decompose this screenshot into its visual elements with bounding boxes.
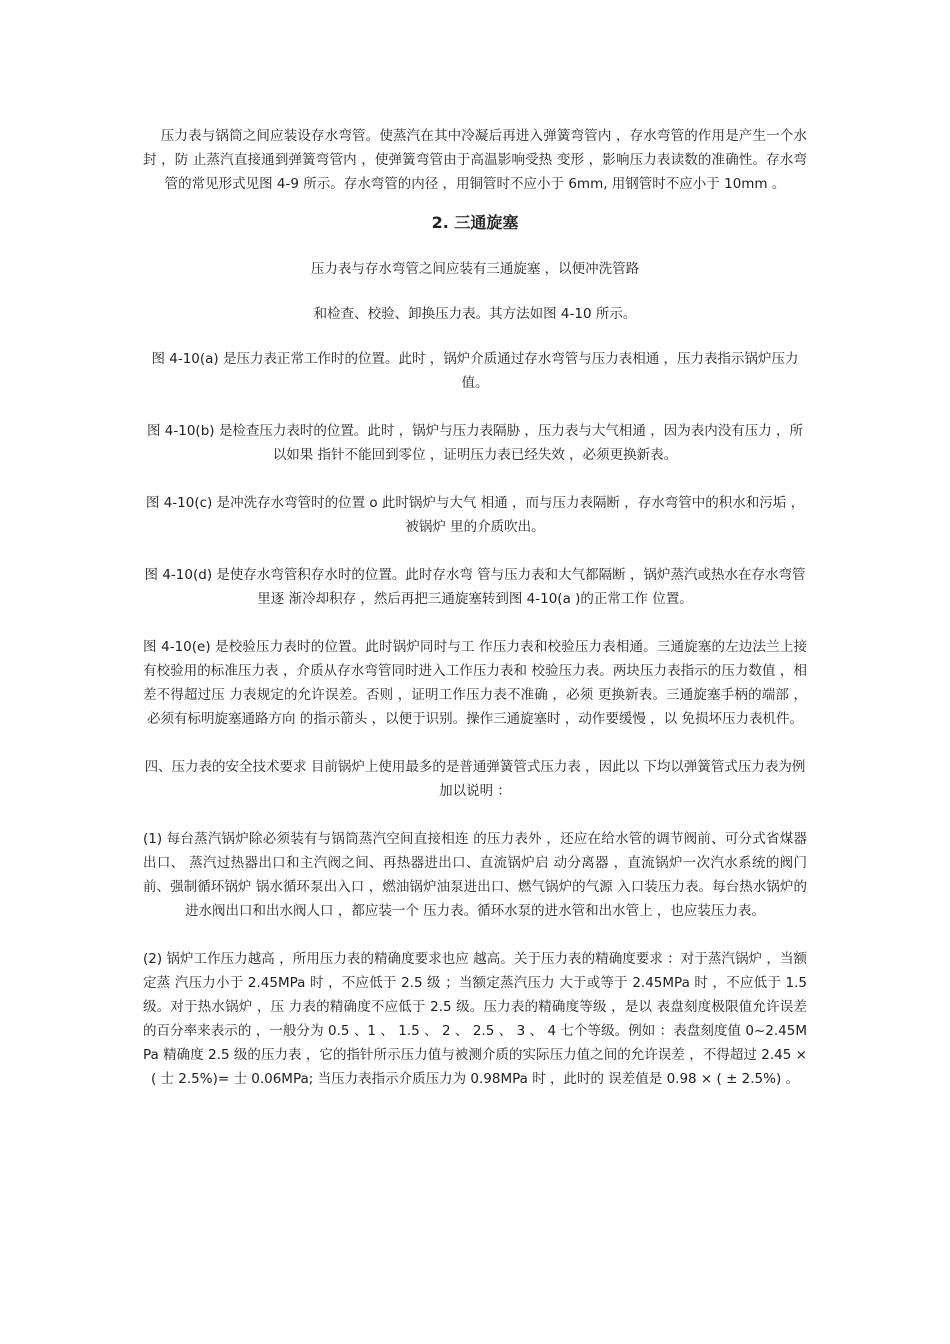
paragraph-three-way-cock-intro: 压力表与存水弯管之间应装有三通旋塞 ，以便冲洗管路 <box>310 261 640 277</box>
paragraph-requirement-2: (2) 锅炉工作压力越高 ，所用压力表的精确度要求也应 越高。关于压力表的精确度要求 ：对于蒸汽锅炉 ，当额定蒸 汽压力小于 2.45MPa 时 ，不应低于 2.5 级 ；当额定蒸汽压力 大于或等于 2.45MPa 时 ，不应低于 1.5 级。对于热水锅炉 ，压 力表的精确度不应低于 2.5 级。压力表的精确度等级 ，是以 表盘刻度极限值允许误差的百分率来表示的 ，一般分为 0.5 、1 、 1.5 、 2 、 2.5 、 3 、 4 七个等级。例如 ：表盘刻度值 0~2.45MPa 精确度 2.5 级的压力表 ，它的指针所示压力值与被测介质的实际压力值之间的允许误差 ，不得超过 2.45 × ( 士 2.5%)= 士 0.06MPa; 当压力表指示介质压力为 0.98MPa 时 ，此时的 误差值是 0.98 × ( ± 2.5%) 。 <box>143 951 812 1087</box>
paragraph-safety-requirements: 四、压力表的安全技术要求 目前锅炉上使用最多的是普通弹簧管式压力表 ，因此以 下均以弹簧管式压力表为例加以说明 ： <box>144 759 806 799</box>
paragraph-requirement-1: (1) 每台蒸汽锅炉除必须装有与锅筒蒸汽空间直接相连 的压力表外 ，还应在给水管的调节阀前、可分式省煤器出口、 蒸汽过热器出口和主汽阀之间、再热器进出口、直流锅炉启 动分离器 ，直流锅炉一次汽水系统的阀门前、强制循环锅炉 锅水循环泵出入口 ，燃油锅炉油泵进出口、燃气锅炉的气源 入口装压力表。每台热水锅炉的进水阀出口和出水阀人口 ，都应装一个 压力表。循环水泵的进水管和出水管上 ，也应装压力表。 <box>143 831 807 919</box>
paragraph-figure-4-10e: 图 4-10(e) 是校验压力表时的位置。此时锅炉同时与工 作压力表和校验压力表相通。三通旋塞的左边法兰上接有校验用的标准压力表 ，介质从存水弯管同时进入工作压力表和 校验压力表。两块压力表指示的压力数值 ，相差不得超过压 力表规定的允许误差。否则 ，证明工作压力表不准确 ，必须 更换新表。三通旋塞手柄的端部 ，必须有标明旋塞通路方向 的指示箭头 ，以便于识别。操作三通旋塞时 ，动作要缓慢 ，以 免损坏压力表机件。 <box>143 639 807 727</box>
paragraph-siphon-tube: 压力表与锅筒之间应装设存水弯管。使蒸汽在其中冷凝后再进入弹簧弯管内 ，存水弯管的作用是产生一个水封 ，防 止蒸汽直接通到弹簧弯管内 ，使弹簧弯管由于高温影响受热 变形 ，影响压力表读数的准确性。存水弯管的常见形式见图 4-9 所示。存水弯管的内径 ，用铜管时不应小于 6mm, 用钢管时不应小于 10mm 。 <box>143 128 807 192</box>
document-body <box>143 124 812 1091</box>
section-heading-three-way-cock: 2. 三通旋塞 <box>431 213 519 232</box>
paragraph-figure-4-10d: 图 4-10(d) 是使存水弯管积存水时的位置。此时存水弯 管与压力表和大气都隔断 ，锅炉蒸汽或热水在存水弯管里逐 渐冷却积存 ，然后再把三通旋塞转到图 4-10(a )的正常工作 位置。 <box>144 567 806 607</box>
paragraph-three-way-cock-method: 和检查、校验、卸换压力表。其方法如图 4-10 所示。 <box>313 306 637 322</box>
paragraph-figure-4-10c: 图 4-10(c) 是冲洗存水弯管时的位置 o 此时锅炉与大气 相通 ，而与压力表隔断 ，存水弯管中的积水和污垢 ，被锅炉 里的介质吹出。 <box>145 495 805 535</box>
paragraph-figure-4-10a: 图 4-10(a) 是压力表正常工作时的位置。此时 ，锅炉介质通过存水弯管与压力表相通 ，压力表指示锅炉压力值。 <box>151 351 799 391</box>
paragraph-figure-4-10b: 图 4-10(b) 是检查压力表时的位置。此时 ，锅炉与压力表隔胁 ，压力表与大气相通 ，因为表内没有压力 ，所以如果 指针不能回到零位 ，证明压力表已经失效 ，必须更换新表。 <box>147 423 803 463</box>
